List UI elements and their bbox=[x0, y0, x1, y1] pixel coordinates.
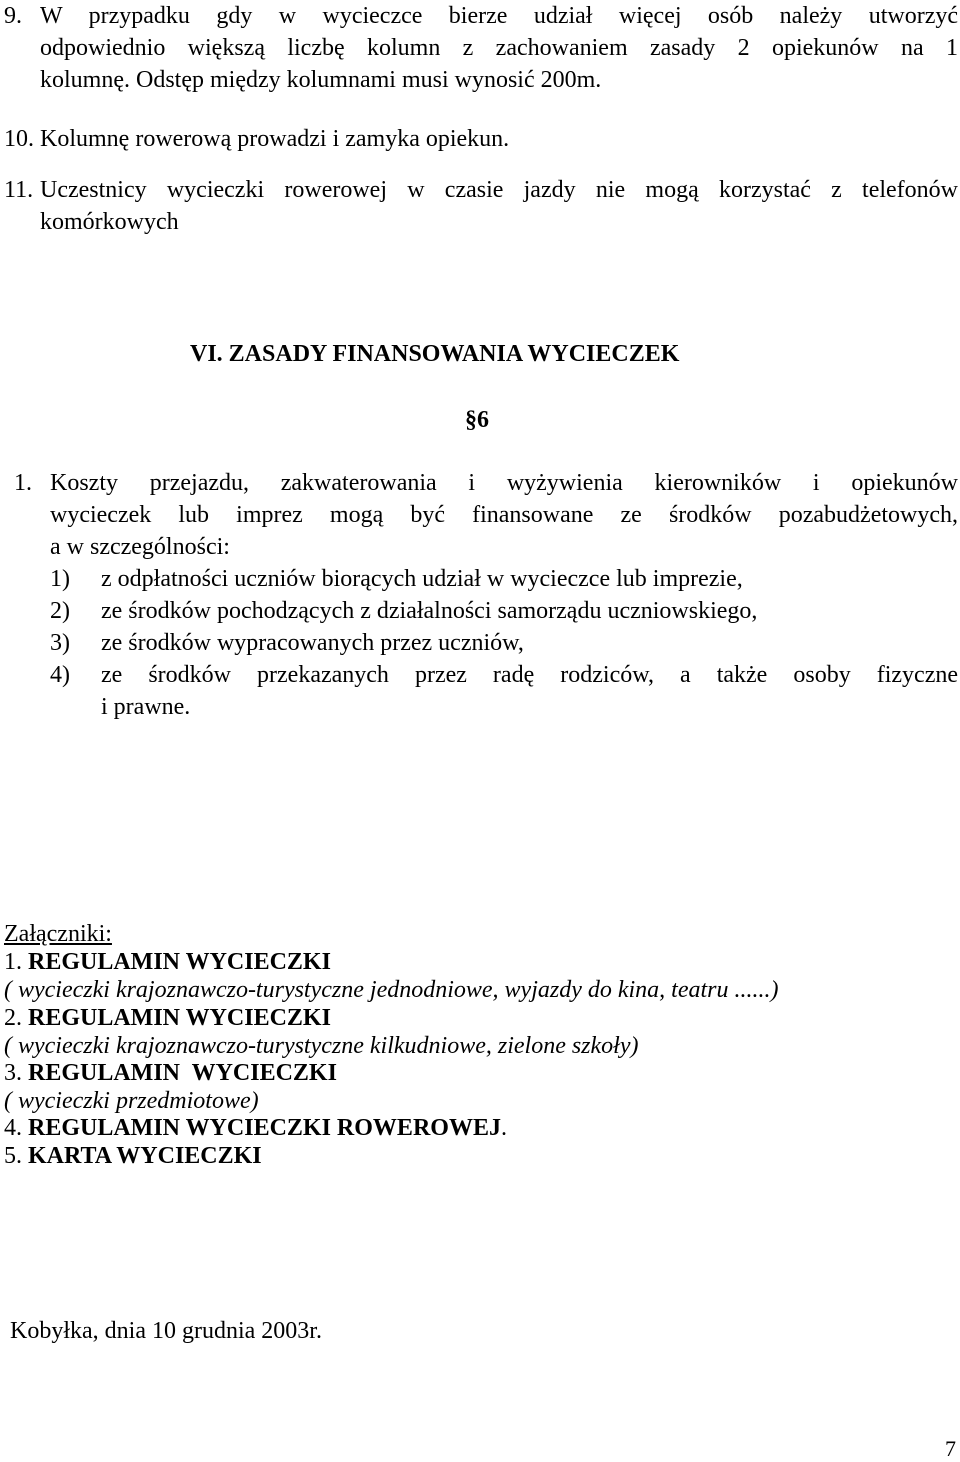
paragraph-mark: §6 bbox=[465, 407, 489, 433]
attachment-number: 1. bbox=[4, 949, 22, 975]
attachment-title: REGULAMIN WYCIECZKI bbox=[28, 1005, 331, 1031]
sub-list-line: z odpłatności uczniów biorących udział w wycieczce lub imprezie, bbox=[101, 566, 743, 592]
place-date: Kobyłka, dnia 10 grudnia 2003r. bbox=[10, 1318, 322, 1344]
attachment-note: ( wycieczki przedmiotowe) bbox=[4, 1088, 259, 1114]
sub-list-line: ze środków pochodzących z działalności samorządu uczniowskiego, bbox=[101, 598, 758, 624]
list-item-line: Uczestnicy wycieczki rowerowej w czasie jazdy nie mogą korzystać z telefonów bbox=[40, 177, 958, 203]
attachment-note: ( wycieczki krajoznawczo-turystyczne kilkudniowe, zielone szkoły) bbox=[4, 1033, 639, 1059]
attachment-title: REGULAMIN WYCIECZKI ROWEROWEJ bbox=[28, 1115, 501, 1141]
list-item-number: 11. bbox=[4, 177, 34, 203]
attachment-title-suffix: . bbox=[500, 1115, 507, 1141]
attachment-title: REGULAMIN WYCIECZKI bbox=[28, 949, 331, 975]
attachment-number: 3. bbox=[4, 1060, 22, 1086]
list-item-number: 9. bbox=[4, 3, 22, 29]
attachment-number: 5. bbox=[4, 1143, 22, 1169]
list-item-line: W przypadku gdy w wycieczce bierze udział więcej osób należy utworzyć bbox=[40, 3, 958, 29]
attachment-note: ( wycieczki krajoznawczo-turystyczne jednodniowe, wyjazdy do kina, teatru ......) bbox=[4, 977, 779, 1003]
attachments-heading: Załączniki: bbox=[4, 921, 112, 947]
page-number: 7 bbox=[945, 1436, 956, 1461]
sub-list-line: i prawne. bbox=[101, 694, 191, 720]
list-item-line: Kolumnę rowerową prowadzi i zamyka opiekun. bbox=[40, 126, 510, 152]
paragraph-number: 1. bbox=[14, 470, 32, 496]
paragraph-line: Koszty przejazdu, zakwaterowania i wyżywienia kierowników i opiekunów bbox=[50, 470, 958, 496]
attachment-number: 2. bbox=[4, 1005, 22, 1031]
sub-list-number: 4) bbox=[50, 662, 70, 688]
attachment-item bbox=[4, 1140, 262, 1172]
sub-list-number: 2) bbox=[50, 598, 70, 624]
sub-list-line: ze środków wypracowanych przez uczniów, bbox=[101, 630, 524, 656]
list-item-line: kolumnę. Odstęp między kolumnami musi wynosić 200m. bbox=[40, 67, 602, 93]
attachment-number: 4. bbox=[4, 1115, 22, 1141]
sub-list-number: 1) bbox=[50, 566, 70, 592]
sub-list-line: ze środków przekazanych przez radę rodziców, a także osoby fizyczne bbox=[101, 662, 958, 688]
attachment-title: REGULAMIN WYCIECZKI bbox=[28, 1060, 337, 1086]
list-item-number: 10. bbox=[4, 126, 34, 152]
sub-list-number: 3) bbox=[50, 630, 70, 656]
list-item-line: odpowiednio większą liczbę kolumn z zachowaniem zasady 2 opiekunów na 1 bbox=[40, 35, 958, 61]
attachment-title: KARTA WYCIECZKI bbox=[28, 1143, 262, 1169]
paragraph-line: a w szczególności: bbox=[50, 534, 230, 560]
list-item-line: komórkowych bbox=[40, 209, 179, 235]
paragraph-line: wycieczek lub imprez mogą być finansowane ze środków pozabudżetowych, bbox=[50, 502, 958, 528]
section-heading: VI. ZASADY FINANSOWANIA WYCIECZEK bbox=[190, 341, 680, 367]
